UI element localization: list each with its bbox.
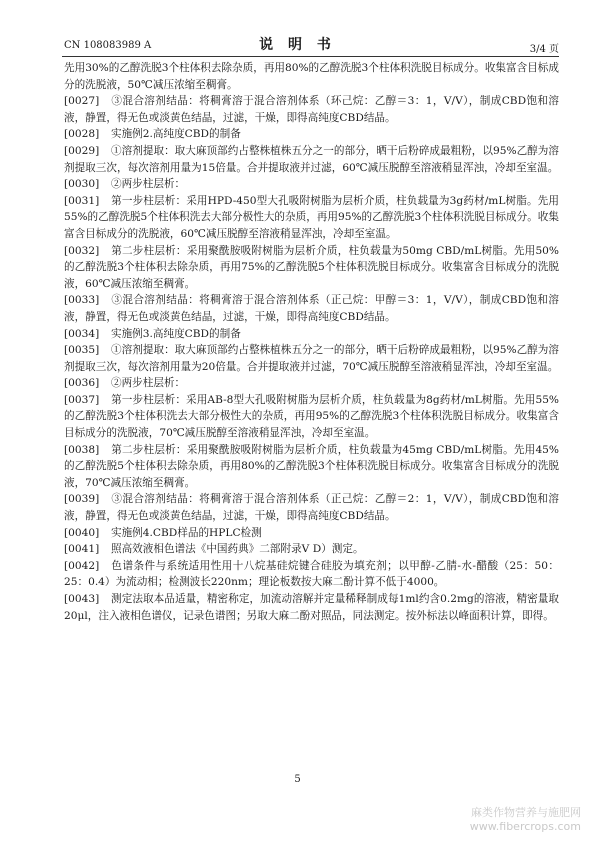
- paragraph-number: [0028]: [64, 128, 100, 141]
- paragraph: [64, 392, 559, 442]
- paragraph-number: [0034]: [64, 327, 100, 340]
- paragraph-text: ①溶剂提取：取大麻顶部约占整株植株五分之一的部分，晒干后粉碎成最粗粉，以95%乙醇为溶剂提取三次，每次溶剂用量为15倍量。合并提取液并过滤，60℃减压脱醇至溶液稍显浑浊，冷却至室温。: [64, 144, 559, 174]
- paragraph: [64, 591, 559, 624]
- document-title: 说 明 书: [259, 37, 336, 53]
- paragraph-text: 实施例3.高纯度CBD的制备: [111, 327, 241, 340]
- page-indicator: 3/4 页: [529, 44, 559, 55]
- paragraph: [64, 292, 559, 325]
- paragraph: [64, 143, 559, 176]
- paragraph-number: [0043]: [64, 593, 100, 605]
- paragraph-text: ①溶剂提取：取大麻顶部约占整株植株五分之一的部分，晒干后粉碎成最粗粉，以95%乙醇为溶剂提取三次，每次溶剂用量为20倍量。合并提取液并过滤，70℃减压脱醇至溶液稍显浑浊，冷却至室温。: [64, 344, 559, 373]
- document-number: CN 108083989 A: [64, 40, 152, 51]
- paragraph-text: ②两步柱层析：: [111, 377, 186, 390]
- watermark-title: 麻类作物营养与施肥网: [471, 806, 581, 819]
- paragraph-number: [0032]: [64, 244, 100, 257]
- paragraph: [64, 442, 559, 492]
- paragraph-number: [0040]: [64, 526, 100, 539]
- header-divider: [62, 56, 559, 57]
- watermark: [470, 806, 581, 834]
- paragraph: [64, 176, 559, 193]
- paragraph-text: 第二步柱层析：采用聚酰胺吸附树脂为层析介质，柱负载量为50mg CBD/mL树脂。先用50%的乙醇洗脱3个柱体积去除杂质，再用75%的乙醇洗脱5个柱体积洗脱目标成分。收集富含目标成分的洗脱液，60℃减压浓缩至稠膏。: [64, 244, 559, 290]
- paragraph-number: [0035]: [64, 344, 100, 357]
- paragraph: [64, 375, 559, 392]
- paragraph: [64, 243, 559, 293]
- paragraph-text: 测定法取本品适量，精密称定，加流动溶解并定量稀释制成每1ml约含0.2mg的溶液，精密量取20μl，注入液相色谱仪，记录色谱图；另取大麻二酚对照品，同法测定。按外标法以峰面积计算，即得。: [64, 593, 559, 622]
- paragraph-number: [0037]: [64, 393, 100, 406]
- paragraph-text: ③混合溶剂结晶：将稠膏溶于混合溶剂体系（正己烷：乙醇＝2：1，V/V），制成CBD饱和溶液，静置，得无色或淡黄色结晶，过滤，干燥，即得高纯度CBD结晶。: [64, 493, 559, 523]
- paragraph: [64, 558, 559, 591]
- paragraph-text: 实施例2.高纯度CBD的制备: [111, 128, 241, 141]
- paragraph-number: [0042]: [64, 559, 100, 572]
- paragraph-number: [0038]: [64, 443, 100, 456]
- paragraph-text: 先用30%的乙醇洗脱3个柱体积去除杂质，再用80%的乙醇洗脱3个柱体积洗脱目标成分。收集富含目标成分的洗脱液，50℃减压浓缩至稠膏。: [64, 62, 559, 91]
- paragraph: [64, 126, 559, 143]
- paragraph-number: [0041]: [64, 543, 100, 556]
- paragraph-number: [0027]: [64, 95, 100, 108]
- paragraph-text: 第一步柱层析：采用AB-8型大孔吸附树脂为层析介质，柱负载量为8g药材/mL树脂。先用55%的乙醇洗脱3个柱体积洗去大部分极性大的杂质，再用95%的乙醇洗脱3个柱体积洗脱目标成分。收集富含目标成分的洗脱液，70℃减压脱醇至溶液稍显浑浊，冷却至室温。: [64, 393, 559, 440]
- paragraph: [64, 326, 559, 343]
- paragraph: [64, 342, 559, 375]
- paragraph-number: [0029]: [64, 144, 100, 157]
- paragraph-text: ③混合溶剂结晶：将稠膏溶于混合溶剂体系（环己烷：乙醇＝3：1，V/V），制成CBD饱和溶液，静置，得无色或淡黄色结晶，过滤，干燥，即得高纯度CBD结晶。: [64, 95, 559, 124]
- paragraph: [64, 93, 559, 126]
- paragraph-text: ②两步柱层析：: [111, 178, 186, 191]
- paragraph-number: [0039]: [64, 493, 100, 506]
- paragraph-text: 色谱条件与系统适用性用十八烷基硅烷键合硅胶为填充剂；以甲醇-乙腈-水-醋酸（25：50：25：0.4）为流动相；检测波长220nm；理论板数按大麻二酚计算不低于4000。: [64, 559, 559, 589]
- paragraph-number: [0031]: [64, 194, 100, 207]
- paragraph: [64, 60, 559, 93]
- paragraph-number: [0036]: [64, 377, 100, 390]
- document-body: [64, 60, 559, 624]
- paragraph-text: 实施例4.CBD样品的HPLC检测: [111, 526, 262, 539]
- paragraph: [64, 491, 559, 524]
- paragraph-text: 第一步柱层析：采用HPD-450型大孔吸附树脂为层析介质，柱负载量为3g药材/mL树脂。先用55%的乙醇洗脱5个柱体积洗去大部分极性大的杂质，再用95%的乙醇洗脱3个柱体积洗脱目标成分。收集富含目标成分的洗脱液，60℃减压脱醇至溶液稍显浑浊，冷却至室温。: [64, 194, 559, 240]
- paragraph-text: ③混合溶剂结晶：将稠膏溶于混合溶剂体系（正己烷：甲醇＝3：1，V/V），制成CBD饱和溶液，静置，得无色或淡黄色结晶，过滤，干燥，即得高纯度CBD结晶。: [64, 294, 559, 323]
- paragraph: [64, 193, 559, 243]
- paragraph-text: 照高效液相色谱法《中国药典》二部附录V D）测定。: [111, 543, 364, 556]
- paragraph-number: [0030]: [64, 178, 100, 191]
- page-number: 5: [294, 774, 301, 785]
- watermark-url: www.fibercrops.com: [469, 820, 581, 833]
- paragraph-text: 第二步柱层析：采用聚酰胺吸附树脂为层析介质，柱负载量为45mg CBD/mL树脂。先用45%的乙醇洗脱5个柱体积去除杂质，再用80%的乙醇洗脱3个柱体积洗脱目标成分。收集富含目标成分的洗脱液，70℃减压浓缩至稠膏。: [64, 443, 559, 489]
- paragraph: [64, 541, 559, 558]
- paragraph: [64, 525, 559, 542]
- paragraph-number: [0033]: [64, 294, 100, 307]
